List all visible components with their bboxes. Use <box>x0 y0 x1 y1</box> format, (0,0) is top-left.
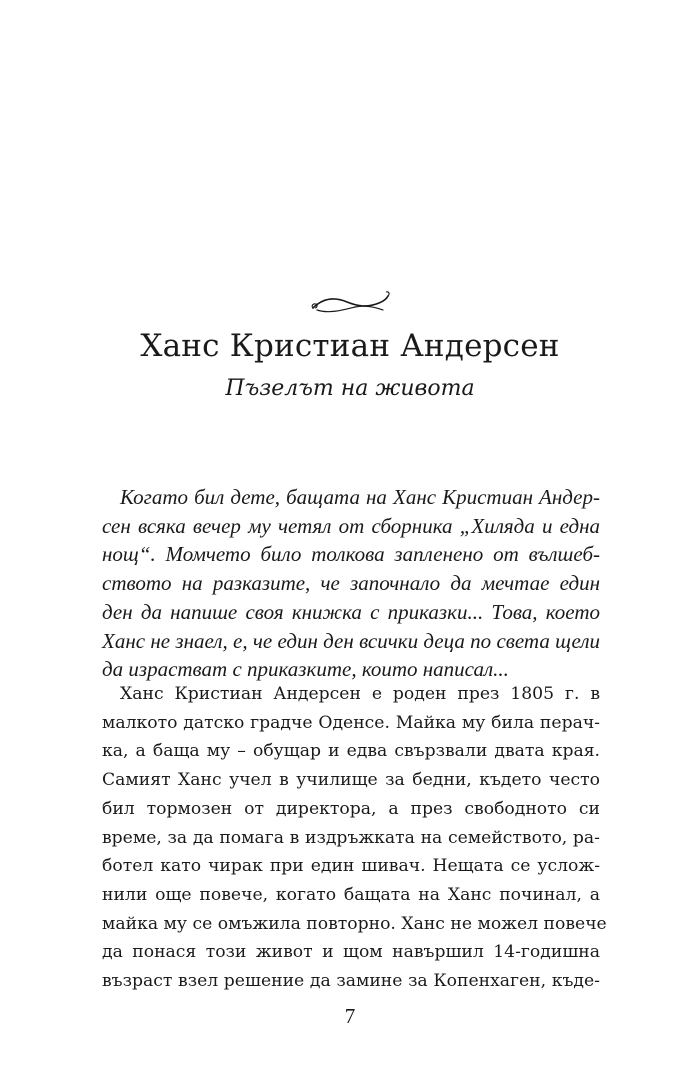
body-paragraph <box>102 680 607 996</box>
body-line: време, за да помага в издръжката на семейството, ра- <box>102 827 600 848</box>
intro-line: Ханс не знаел, е, че един ден всички деца по света щели <box>102 628 600 653</box>
body-line: Самият Ханс учел в училище за бедни, където често <box>102 770 600 791</box>
intro-line: ден да напише своя книжка с приказки... Това, което <box>102 599 600 624</box>
chapter-subtitle: Пъзелът на живота <box>225 376 475 401</box>
body-line: възраст взел решение да замине за Копенхаген, къде- <box>102 971 600 992</box>
intro-paragraph <box>102 483 600 684</box>
page-number: 7 <box>344 1004 356 1028</box>
body-line: бил тормозен от директора, а през свободното си <box>102 798 600 819</box>
flourish-ornament-icon <box>309 288 391 318</box>
intro-line: да израстват с приказките, които написал... <box>102 657 509 682</box>
chapter-title: Ханс Кристиан Андерсен <box>140 328 560 364</box>
intro-line: нощ“. Момчето било толкова запленено от вълшеб- <box>102 542 600 567</box>
body-line: малкото датско градче Оденсе. Майка му била перач- <box>102 712 600 733</box>
intro-line: Когато бил дете, бащата на Ханс Кристиан Андер- <box>120 485 600 509</box>
body-line: ка, а баща му – обущар и едва свързвали двата края. <box>102 741 600 762</box>
body-line: Ханс Кристиан Андерсен е роден през 1805 г. в <box>120 684 600 704</box>
intro-line: сен всяка вечер му четял от сборника „Хиляда и една <box>102 513 600 538</box>
body-line: да понася този живот и щом навършил 14-годишна <box>102 942 600 963</box>
body-line: ботел като чирак при един шивач. Нещата се услож- <box>102 856 600 877</box>
intro-line: ството на разказите, че започнало да мечтае един <box>102 571 600 596</box>
body-line: нили още повече, когато бащата на Ханс починал, а <box>102 884 600 905</box>
body-line: майка му се омъжила повторно. Ханс не можел повече <box>102 913 607 934</box>
